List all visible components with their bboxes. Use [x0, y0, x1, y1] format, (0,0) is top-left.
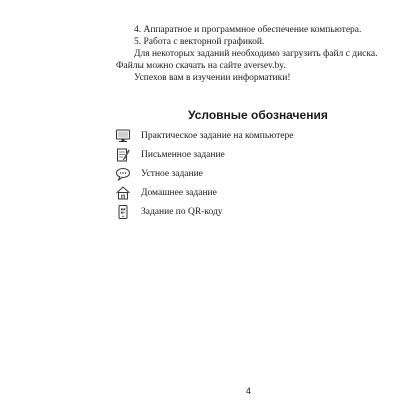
legend-item-qr [114, 202, 394, 221]
legend-item-written [114, 145, 394, 164]
list-item-5: 5. Работа с векторной графикой. [134, 37, 265, 47]
legend-list [114, 126, 394, 221]
legend-item-oral [114, 164, 394, 183]
page-number: 4 [246, 386, 252, 396]
qr-phone-icon [114, 203, 132, 221]
legend-label: Домашнее задание [141, 187, 217, 198]
legend-title: Условные обозначения [188, 108, 328, 122]
legend-label: Письменное задание [141, 149, 225, 160]
good-luck-note: Успехов вам в изучении информатики! [134, 73, 291, 83]
legend-item-home [114, 183, 394, 202]
list-item-4: 4. Аппаратное и программное обеспечение компьютера. [134, 25, 362, 35]
computer-icon [114, 127, 132, 145]
speech-bubble-icon [114, 165, 132, 183]
legend-label: Задание по QR-коду [141, 206, 223, 217]
intro-text [118, 24, 398, 84]
house-icon [114, 184, 132, 202]
download-note: Файлы можно скачать на сайте aversev.by. [116, 61, 286, 71]
legend-label: Устное задание [141, 168, 203, 179]
legend-label: Практическое задание на компьютере [141, 130, 294, 141]
notepad-pencil-icon [114, 146, 132, 164]
disk-note: Для некоторых заданий необходимо загрузить файл с диска. [134, 49, 378, 59]
legend-item-computer [114, 126, 394, 145]
